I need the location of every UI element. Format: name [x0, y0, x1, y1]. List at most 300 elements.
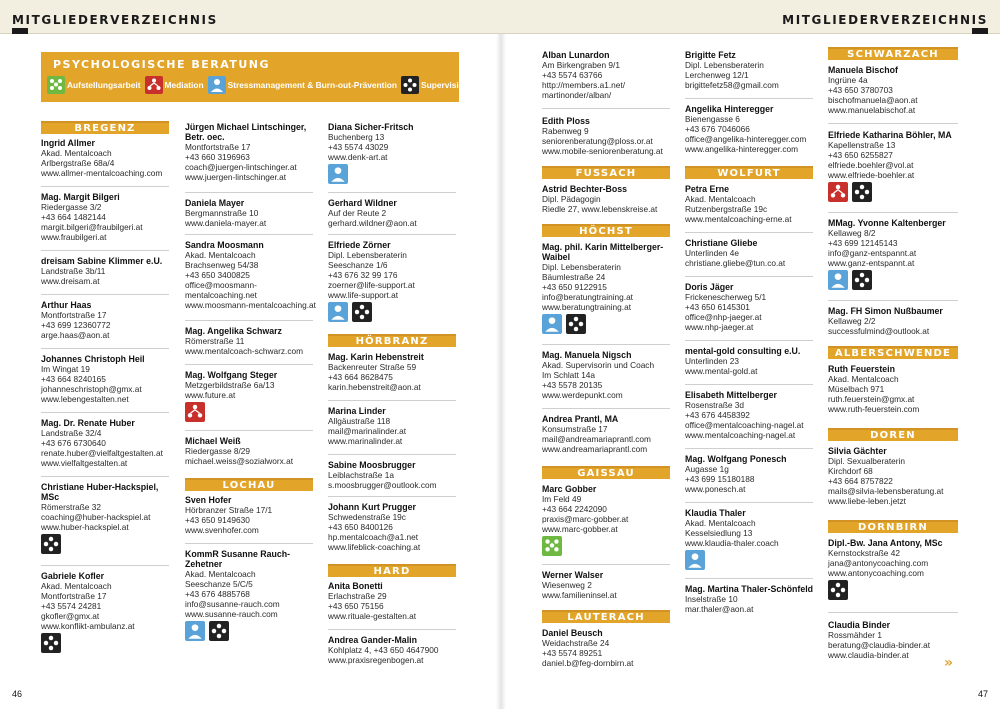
entry-line: Bergmannstraße 10 — [185, 208, 259, 218]
section-lauterach: LAUTERACH — [542, 610, 670, 623]
entry-line: Dipl. Lebensberaterin — [542, 262, 621, 272]
entry-link[interactable]: zoerner@life-support.at — [328, 280, 415, 290]
stress-icon — [685, 550, 705, 570]
entry-name: Elisabeth Mittelberger — [685, 390, 777, 400]
page-header — [0, 0, 1000, 34]
entry-link[interactable]: www.juergen-lintschinger.at — [185, 172, 286, 182]
entry-erne — [685, 184, 792, 224]
entry-rauch — [185, 549, 315, 641]
entry-line: Rutzenbergstraße 19c — [685, 204, 768, 214]
section-lochau: LOCHAU — [185, 478, 313, 491]
entry-name: Gerhard Wildner — [328, 198, 397, 208]
entry-link[interactable]: mail@andreamariaprantl.com — [542, 434, 651, 444]
entry-name: Doris Jäger — [685, 282, 734, 292]
entry-line: Unterlinden 23 — [685, 356, 739, 366]
entry-link[interactable]: office@moosmann- — [185, 280, 257, 290]
entry-name: Mag. Martina Thaler-Schönfeld — [685, 584, 814, 594]
entry-link[interactable]: www.ganz-entspannt.at — [828, 258, 915, 268]
stress-icon — [542, 314, 562, 334]
divider — [41, 250, 169, 251]
entry-malin — [328, 635, 439, 665]
entry-line: Seeschanze 5/C/5 — [185, 579, 253, 589]
entry-name: Diana Sicher-Fritsch — [328, 122, 414, 132]
entry-line: +43 5574 63766 — [542, 70, 603, 80]
entry-link[interactable]: office@mentalcoaching-nagel.at — [685, 420, 804, 430]
entry-name: Klaudia Thaler — [685, 508, 746, 518]
entry-waibel — [542, 242, 672, 334]
entry-name: Angelika Hinteregger — [685, 104, 774, 114]
supervision-icon — [852, 270, 872, 290]
legend-label-mediation: Mediation — [164, 80, 204, 90]
entry-name: Edith Ploss — [542, 116, 590, 126]
entry-name: mental-gold consulting e.U. — [685, 346, 801, 356]
entry-link[interactable]: jana@antonycoaching.com — [828, 558, 929, 568]
entry-link[interactable]: arge.haas@aon.at — [41, 330, 110, 340]
divider — [685, 276, 813, 277]
entry-line: Metzgerbildstraße 6a/13 — [185, 380, 275, 390]
entry-line: Weidachstraße 24 — [542, 638, 610, 648]
entry-link[interactable]: www.huber-hackspiel.at — [41, 522, 129, 532]
entry-line: Im Feld 49 — [542, 494, 582, 504]
entry-name: Brigitte Fetz — [685, 50, 736, 60]
header-tick-right — [972, 28, 988, 34]
section-hoechst: HÖCHST — [542, 224, 670, 237]
entry-lintschinger — [185, 122, 315, 182]
divider — [185, 192, 313, 193]
entry-ploss — [542, 116, 663, 156]
entry-name: Arthur Haas — [41, 300, 92, 310]
entry-link[interactable]: www.mobile-seniorenberatung.at — [542, 146, 663, 156]
entry-line: Montfortstraße 17 — [41, 591, 107, 601]
entry-link[interactable]: www.vielfaltgestalten.at — [41, 458, 128, 468]
entry-line: +43 676 7046066 — [685, 124, 750, 134]
entry-line: Riedergasse 3/2 — [41, 202, 102, 212]
entry-link[interactable]: www.daniela-mayer.at — [185, 218, 267, 228]
entry-link[interactable]: mentalcoaching.net — [185, 290, 257, 300]
entry-line: Landstraße 3b/11 — [41, 266, 106, 276]
entry-line: +43 5574 89251 — [542, 648, 603, 658]
entry-link[interactable]: www.susanne-rauch.com — [185, 609, 278, 619]
entry-name: Silvia Gächter — [828, 446, 887, 456]
entry-boss — [542, 184, 657, 214]
entry-link[interactable]: www.elfriede-boehler.at — [828, 170, 915, 180]
divider — [685, 340, 813, 341]
entry-line: Buchenberg 13 — [328, 132, 385, 142]
entry-line: Bäumlestraße 24 — [542, 272, 606, 282]
divider — [41, 186, 169, 187]
entry-line: Dipl. Sexualberaterin — [828, 456, 906, 466]
entry-link[interactable]: www.allmer-mentalcoaching.com — [41, 168, 163, 178]
entry-link[interactable]: www.andreamariaprantl.com — [542, 444, 648, 454]
entry-link[interactable]: mail@marinalinder.at — [328, 426, 407, 436]
header-title-right: MITGLIEDERVERZEICHNIS — [782, 13, 988, 27]
entry-name: Mag. Angelika Schwarz — [185, 326, 282, 336]
entry-line: Akad. Mentalcoach — [828, 374, 899, 384]
entry-line: Riedle 27, www.lebenskreise.at — [542, 204, 658, 214]
divider — [828, 300, 958, 301]
entry-line: +43 699 15180188 — [685, 474, 755, 484]
entry-wildner — [328, 198, 417, 228]
entry-name: Sabine Moosbrugger — [328, 460, 416, 470]
entry-line: Kirchdorf 68 — [828, 466, 873, 476]
entry-link[interactable]: www.angelika-hinteregger.com — [685, 144, 798, 154]
entry-zoerner — [328, 240, 415, 322]
section-schwarzach: SCHWARZACH — [828, 47, 958, 60]
entry-name: Marc Gobber — [542, 484, 597, 494]
entry-link[interactable]: www.lifeblick-coaching.at — [328, 542, 421, 552]
entry-link[interactable]: office@nhp-jaeger.at — [685, 312, 762, 322]
entry-klimmer — [41, 256, 162, 286]
divider — [185, 430, 313, 431]
entry-line: +43 650 8400126 — [328, 522, 393, 532]
entry-line: +43 699 12360772 — [41, 320, 111, 330]
entry-huber — [41, 418, 163, 468]
entry-link[interactable]: www.werdepunkt.com — [542, 390, 623, 400]
entry-link[interactable]: margit.bilgeri@fraubilgeri.at — [41, 222, 143, 232]
entry-line: Hörbranzer Straße 17/1 — [185, 505, 273, 515]
entry-mentalgold — [685, 346, 800, 376]
entry-link[interactable]: www.svenhofer.com — [185, 525, 259, 535]
entry-line: Arlbergstraße 68a/4 — [41, 158, 115, 168]
entry-link[interactable]: mar.thaler@aon.at — [685, 604, 754, 614]
entry-link[interactable]: info@beratungtraining.at — [542, 292, 633, 302]
entry-line: +43 650 9149630 — [185, 515, 250, 525]
entry-schwarz — [185, 326, 303, 356]
next-page-icon[interactable]: » — [944, 655, 954, 671]
entry-link[interactable]: info@susanne-rauch.com — [185, 599, 280, 609]
entry-line: Römerstraße 11 — [185, 336, 245, 346]
entry-bilgeri — [41, 192, 143, 242]
section-gaissau: GAISSAU — [542, 466, 670, 479]
entry-name: Sandra Moosmann — [185, 240, 264, 250]
divider — [41, 476, 169, 477]
entry-prugger — [328, 502, 420, 552]
entry-line: Seeschanze 1/6 — [328, 260, 388, 270]
entry-link[interactable]: www.antonycoaching.com — [828, 568, 924, 578]
section-hard: HARD — [328, 564, 456, 577]
category-title: PSYCHOLOGISCHE BERATUNG — [53, 58, 271, 71]
page-gutter — [496, 34, 506, 709]
mediation-icon — [185, 402, 205, 422]
entry-steger — [185, 370, 277, 422]
entry-link[interactable]: coach@juergen-lintschinger.at — [185, 162, 297, 172]
entry-bonetti — [328, 581, 416, 621]
entry-lunardon — [542, 50, 625, 100]
divider — [542, 564, 670, 565]
entry-antony — [828, 538, 943, 600]
entry-link[interactable]: www.praxisregenbogen.at — [328, 655, 424, 665]
entry-line: Akad. Supervisorin und Coach — [542, 360, 655, 370]
entry-line: +43 664 2242090 — [542, 504, 607, 514]
entry-link[interactable]: www.moosmann-mentalcoaching.at — [185, 300, 316, 310]
legend-label-aufstellung: Aufstellungsarbeit — [67, 80, 141, 90]
entry-line: +43 650 3780703 — [828, 85, 893, 95]
entry-link[interactable]: renate.huber@vielfaltgestalten.at — [41, 448, 163, 458]
entry-line: Im Schlatt 14a — [542, 370, 596, 380]
entry-name: Elfriede Katharina Böhler, MA — [828, 130, 952, 140]
divider — [685, 232, 813, 233]
divider — [328, 192, 456, 193]
entry-link[interactable]: daniel.b@feg-dornbirn.at — [542, 658, 634, 668]
entry-link[interactable]: successfulmind@outlook.at — [828, 326, 930, 336]
entry-name: Johannes Christoph Heil — [41, 354, 145, 364]
entry-kaltenberger — [828, 218, 960, 290]
stress-icon — [828, 270, 848, 290]
entry-link[interactable]: bischofmanuela@aon.at — [828, 95, 918, 105]
entry-link[interactable]: www.beratungtraining.at — [542, 302, 632, 312]
entry-name: Mag. Dr. Renate Huber — [41, 418, 135, 428]
header-title-left: MITGLIEDERVERZEICHNIS — [12, 13, 218, 27]
entry-link[interactable]: www.denk-art.at — [328, 152, 388, 162]
entry-walser — [542, 570, 617, 600]
entry-moosbrugger — [328, 460, 437, 490]
entry-nagel — [685, 390, 804, 440]
entry-name: Daniel Beusch — [542, 628, 603, 638]
divider — [828, 123, 958, 124]
divider — [41, 348, 169, 349]
divider — [185, 320, 313, 321]
legend-label-supervision: Supervision — [421, 80, 469, 90]
entry-fritsch — [328, 122, 414, 184]
entry-link[interactable]: www.ruth-feuerstein.com — [828, 404, 920, 414]
stress-icon — [208, 76, 226, 94]
entry-link[interactable]: www.mentalcoaching-erne.at — [685, 214, 792, 224]
entry-name: Mag. FH Simon Nußbaumer — [828, 306, 943, 316]
entry-line: +43 664 8240165 — [41, 374, 106, 384]
entry-line: +43 664 8628475 — [328, 372, 393, 382]
entry-boehler — [828, 130, 960, 202]
entry-link[interactable]: elfriede.boehler@vol.at — [828, 160, 914, 170]
entry-name: Daniela Mayer — [185, 198, 245, 208]
entry-link[interactable]: martinonder/alban/ — [542, 90, 612, 100]
entry-link[interactable]: www.marc-gobber.at — [542, 524, 618, 534]
entry-line: Konsumstraße 17 — [542, 424, 608, 434]
entry-line: Bienengasse 6 — [685, 114, 740, 124]
entry-link[interactable]: www.mental-gold.at — [685, 366, 758, 376]
entry-line: Müselbach 971 — [828, 384, 885, 394]
section-alberschwende: ALBERSCHWENDE — [828, 346, 958, 359]
entry-name: Mag. Margit Bilgeri — [41, 192, 120, 202]
entry-link[interactable]: www.manuelabischof.at — [828, 105, 916, 115]
entry-link[interactable]: www.marinalinder.at — [328, 436, 403, 446]
divider — [685, 448, 813, 449]
entry-name: Ruth Feuerstein — [828, 364, 895, 374]
mediation-icon — [145, 76, 163, 94]
entry-line: +43 5578 20135 — [542, 380, 603, 390]
entry-line: Dipl. Lebensberaterin — [685, 60, 764, 70]
entry-link[interactable]: www.nhp-jaeger.at — [685, 322, 754, 332]
entry-line: Erlachstraße 29 — [328, 591, 387, 601]
entry-line: Kapellenstraße 13 — [828, 140, 896, 150]
entry-name: Mag. Wolfgang Steger — [185, 370, 278, 380]
entry-link[interactable]: http://members.a1.net/ — [542, 80, 626, 90]
divider — [542, 408, 670, 409]
divider — [185, 364, 313, 365]
entry-line: Backenreuter Straße 59 — [328, 362, 417, 372]
page-number-right: 47 — [977, 689, 988, 699]
entry-line: Kellaweg 8/2 — [828, 228, 876, 238]
stress-icon — [185, 621, 205, 641]
entry-link[interactable]: johanneschristoph@gmx.at — [41, 384, 142, 394]
entry-heil — [41, 354, 145, 404]
entry-name: Andrea Gander-Malin — [328, 635, 417, 645]
entry-schoenfeld — [685, 584, 815, 614]
entry-line: Akad. Mentalcoach — [685, 194, 756, 204]
entry-line: Kesselsiedlung 13 — [685, 528, 753, 538]
entry-line: Rosenstraße 3d — [685, 400, 745, 410]
entry-name: Gabriele Kofler — [41, 571, 105, 581]
category-header — [41, 52, 469, 102]
entry-line: +43 650 9122915 — [542, 282, 607, 292]
entry-link[interactable]: www.dreisam.at — [41, 276, 100, 286]
section-bregenz: BREGENZ — [41, 121, 169, 134]
entry-link[interactable]: www.mentalcoach-schwarz.com — [185, 346, 304, 356]
entry-link[interactable]: beratung@claudia-binder.at — [828, 640, 931, 650]
entry-hackspiel — [41, 482, 171, 554]
entry-line: +43 699 12145143 — [828, 238, 898, 248]
entry-line: Allgäustraße 118 — [328, 416, 391, 426]
entry-link[interactable]: www.ponesch.at — [685, 484, 746, 494]
stress-icon — [328, 164, 348, 184]
entry-binder — [828, 620, 930, 660]
entry-link[interactable]: www.life-support.at — [328, 290, 399, 300]
entry-gaechter — [828, 446, 943, 506]
entry-name: Ingrid Allmer — [41, 138, 95, 148]
entry-name: dreisam Sabine Klimmer e.U. — [41, 256, 163, 266]
entry-link[interactable]: www.liebe-leben.jetzt — [828, 496, 906, 506]
entry-feuerstein — [828, 364, 919, 414]
divider — [328, 454, 456, 455]
supervision-icon — [566, 314, 586, 334]
entry-link[interactable]: praxis@marc-gobber.at — [542, 514, 629, 524]
supervision-icon — [209, 621, 229, 641]
entry-line: Unterlinden 4e — [685, 248, 739, 258]
divider — [828, 212, 958, 213]
divider — [685, 502, 813, 503]
entry-link[interactable]: www.rituale-gestalten.at — [328, 611, 417, 621]
entry-line: Frickenescherweg 5/1 — [685, 292, 767, 302]
entry-line: Im Wingat 19 — [41, 364, 90, 374]
entry-link[interactable]: www.fraubilgeri.at — [41, 232, 107, 242]
entry-link[interactable]: coaching@huber-hackspiel.at — [41, 512, 151, 522]
entry-name: Claudia Binder — [828, 620, 891, 630]
entry-line: Akad. Mentalcoach — [41, 581, 112, 591]
entry-line: +43 676 6730640 — [41, 438, 106, 448]
entry-line: Augasse 1g — [685, 464, 729, 474]
entry-link[interactable]: info@ganz-entspannt.at — [828, 248, 917, 258]
entry-line: +43 676 32 99 176 — [328, 270, 398, 280]
entry-gliebe — [685, 238, 785, 268]
entry-beusch — [542, 628, 633, 668]
entry-line: Lerchenweg 12/1 — [685, 70, 749, 80]
entry-line: Dipl. Lebensberaterin — [328, 250, 407, 260]
entry-line: +43 676 4885768 — [185, 589, 250, 599]
supervision-icon — [828, 580, 848, 600]
aufstellung-icon — [47, 76, 65, 94]
entry-name: Marina Linder — [328, 406, 386, 416]
entry-name: Elfriede Zörner — [328, 240, 391, 250]
entry-link[interactable]: www.claudia-binder.at — [828, 650, 909, 660]
entry-link[interactable]: ruth.feuerstein@gmx.at — [828, 394, 915, 404]
section-wolfurt: WOLFURT — [685, 166, 813, 179]
entry-name: Christiane Gliebe — [685, 238, 758, 248]
supervision-icon — [41, 633, 61, 653]
entry-hinteregger — [685, 104, 806, 154]
entry-link[interactable]: www.mentalcoaching-nagel.at — [685, 430, 796, 440]
entry-link[interactable]: www.klaudia-thaler.coach — [685, 538, 779, 548]
entry-link[interactable]: office@angelika-hinteregger.com — [685, 134, 807, 144]
entry-line: Landstraße 32/4 — [41, 428, 102, 438]
supervision-icon — [852, 182, 872, 202]
supervision-icon — [41, 534, 61, 554]
entry-line: Ingrüne 4a — [828, 75, 868, 85]
divider — [328, 400, 456, 401]
entry-link[interactable]: brigittefetz58@gmail.com — [685, 80, 779, 90]
divider — [685, 98, 813, 99]
entry-link[interactable]: www.familieninsel.at — [542, 590, 617, 600]
divider — [41, 294, 169, 295]
entry-link[interactable]: christiane.gliebe@tun.co.at — [685, 258, 786, 268]
entry-line: Dipl. Pädagogin — [542, 194, 601, 204]
entry-nigsch — [542, 350, 654, 400]
entry-name: Mag. Manuela Nigsch — [542, 350, 632, 360]
entry-name: Petra Erne — [685, 184, 730, 194]
entry-line: +43 650 3400825 — [185, 270, 250, 280]
entry-link[interactable]: gerhard.wildner@aon.at — [328, 218, 417, 228]
entry-name: Andrea Prantl, MA — [542, 414, 619, 424]
divider — [185, 234, 313, 235]
category-legend — [47, 76, 473, 94]
entry-name: Sven Hofer — [185, 495, 232, 505]
entry-name: Dipl.-Bw. Jana Antony, MSc — [828, 538, 943, 548]
entry-link[interactable]: gkofler@gmx.at — [41, 611, 100, 621]
stress-icon — [328, 302, 348, 322]
legend-label-stress: Stressmanagement & Burn-out-Prävention — [227, 80, 398, 90]
entry-line: Wiesenweg 2 — [542, 580, 592, 590]
entry-name: Mag. Wolfgang Ponesch — [685, 454, 787, 464]
entry-nussbaumer — [828, 306, 943, 336]
entry-line: Kohlplatz 4, +43 650 4647900 — [328, 645, 439, 655]
divider — [828, 612, 958, 613]
entry-link[interactable]: www.future.at — [185, 390, 236, 400]
entry-name: MMag. Yvonne Kaltenberger — [828, 218, 946, 228]
entry-link[interactable]: karin.hebenstreit@aon.at — [328, 382, 421, 392]
divider — [685, 578, 813, 579]
entry-line: Akad. Mentalcoach — [185, 569, 256, 579]
divider — [41, 412, 169, 413]
entry-name: Astrid Bechter-Boss — [542, 184, 628, 194]
entry-line: +43 664 8757822 — [828, 476, 893, 486]
entry-link[interactable]: hp.mentalcoach@a1.net — [328, 532, 419, 542]
page-number-left: 46 — [12, 689, 23, 699]
entry-moosmann — [185, 240, 316, 310]
entry-link[interactable]: s.moosbrugger@outlook.com — [328, 480, 437, 490]
entry-linder — [328, 406, 406, 446]
entry-link[interactable]: seniorenberatung@ploss.or.at — [542, 136, 653, 146]
entry-prantl — [542, 414, 651, 454]
entry-line: Leiblachstraße 1a — [328, 470, 394, 480]
entry-link[interactable]: www.konflikt-ambulanz.at — [41, 621, 135, 631]
entry-line: +43 650 6145301 — [685, 302, 750, 312]
divider — [328, 496, 456, 497]
entry-name: Mag. phil. Karin Mittelberger-Waibel — [542, 242, 664, 262]
entry-link[interactable]: mails@silvia-lebensberatung.at — [828, 486, 944, 496]
entry-line: Am Birkengraben 9/1 — [542, 60, 620, 70]
entry-link[interactable]: www.lebengestalten.net — [41, 394, 129, 404]
entry-line: Schwedenstraße 19c — [328, 512, 406, 522]
entry-link[interactable]: michael.weiss@sozialworx.at — [185, 456, 294, 466]
entry-line: +43 5574 43029 — [328, 142, 389, 152]
